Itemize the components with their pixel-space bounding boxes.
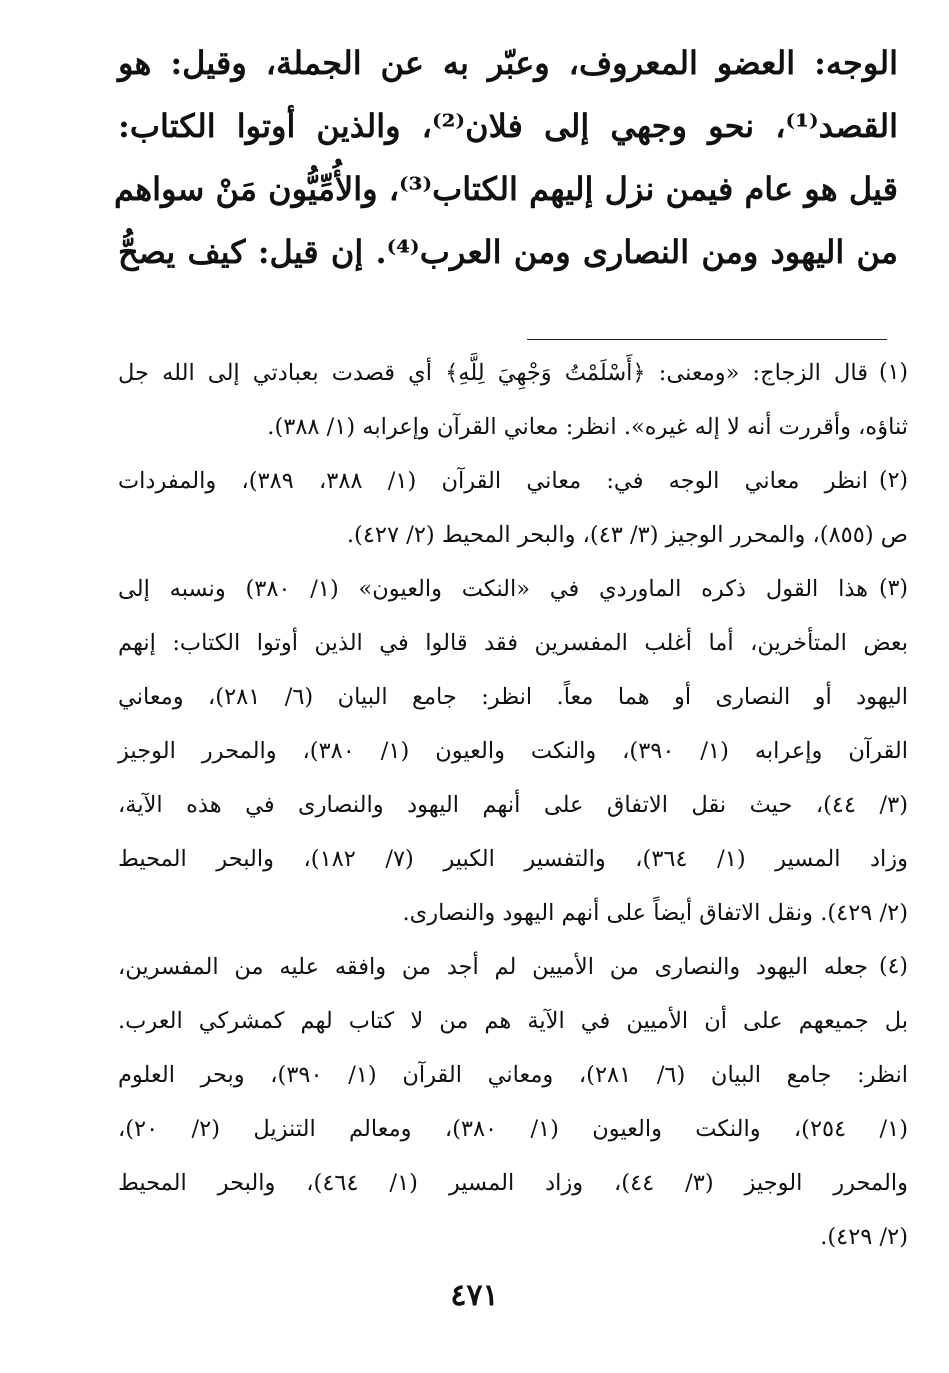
footnote-line: القرآن وإعرابه (١/ ٣٩٠)، والنكت والعيون (١/ ٣٨٠)، والمحرر الوجيز (118, 738, 909, 764)
footnote-line: اليهود أو النصارى أو هما معاً. انظر: جامع البيان (٦/ ٢٨١)، ومعاني (118, 684, 908, 710)
footnote-line: (١/ ٢٥٤)، والنكت والعيون (١/ ٣٨٠)، ومعالم التنزيل (٢/ ٢٠)، (118, 1116, 908, 1142)
footnote-line: انظر معاني الوجه في: معاني القرآن (١/ ٣٨٨، ٣٨٩)، والمفردات (118, 468, 868, 494)
footnote-line: بعض المتأخرين، أما أغلب المفسرين فقد قالوا في الذين أوتوا الكتاب: إنهم (118, 630, 908, 656)
footnote-line: هذا القول ذكره الماوردي في «النكت والعيون» (١/ ٣٨٠) ونسبه إلى (118, 576, 868, 602)
footnote-number: (٤) (878, 954, 908, 979)
main-text-line: الوجه: العضو المعروف، وعبّر به عن الجملة، وقيل: هو (118, 44, 898, 82)
footnote-number: (٢) (878, 468, 908, 493)
footnotes-section (118, 346, 908, 1264)
footnote-2 (118, 454, 908, 562)
footnote-line: جعله اليهود والنصارى من الأميين لم أجد من وافقه عليه من المفسرين، (118, 954, 868, 980)
footnote-line: ص (٨٥٥)، والمحرر الوجيز (٣/ ٤٣)، والبحر المحيط (٢/ ٤٢٧). (346, 522, 908, 548)
footnote-line: قال الزجاج: «ومعنى: ﴿أَسْلَمْتُ وَجْهِيَ لِلَّهِ﴾ أي قصدت بعبادتي إلى الله جل (118, 360, 868, 386)
footnote-separator (527, 339, 887, 340)
footnote-line: (٣/ ٤٤)، حيث نقل الاتفاق على أنهم اليهود والنصارى في هذه الآية، (118, 792, 908, 818)
footnote-line: انظر: جامع البيان (٦/ ٢٨١)، ومعاني القرآن (١/ ٣٩٠)، وبحر العلوم (118, 1062, 909, 1088)
footnote-line: وزاد المسير (١/ ٣٦٤)، والتفسير الكبير (٧/ ١٨٢)، والبحر المحيط (118, 846, 909, 872)
main-text-line: من اليهود ومن النصارى ومن العرب⁽⁴⁾. إن قيل: كيف يصحُّ (118, 233, 899, 271)
footnote-3 (118, 562, 908, 940)
footnote-line: ثناؤه، وأقررت أنه لا إله غيره». انظر: معاني القرآن وإعرابه (١/ ٣٨٨). (267, 414, 908, 440)
main-body-text (113, 32, 899, 284)
footnote-line: والمحرر الوجيز (٣/ ٤٤)، وزاد المسير (١/ ٤٦٤)، والبحر المحيط (118, 1170, 909, 1196)
main-text-line: القصد⁽¹⁾، نحو وجهي إلى فلان⁽²⁾، والذين أوتوا الكتاب: (118, 107, 899, 145)
footnote-1 (118, 346, 908, 454)
footnote-line: بل جميعهم على أن الأميين في الآية هم من لا كتاب لهم كمشركي العرب. (118, 1008, 908, 1034)
footnote-number: (١) (878, 360, 908, 385)
page-number: ٤٧١ (450, 1278, 499, 1313)
footnote-4 (118, 940, 908, 1264)
footnote-line: (٢/ ٤٢٩). ونقل الاتفاق أيضاً على أنهم اليهود والنصارى. (402, 900, 908, 926)
footnote-line: (٢/ ٤٢٩). (820, 1224, 908, 1250)
main-text-line: قيل هو عام فيمن نزل إليهم الكتاب⁽³⁾، والأُمِّيُّون مَنْ سواهم (113, 170, 898, 208)
footnote-number: (٣) (878, 576, 908, 601)
